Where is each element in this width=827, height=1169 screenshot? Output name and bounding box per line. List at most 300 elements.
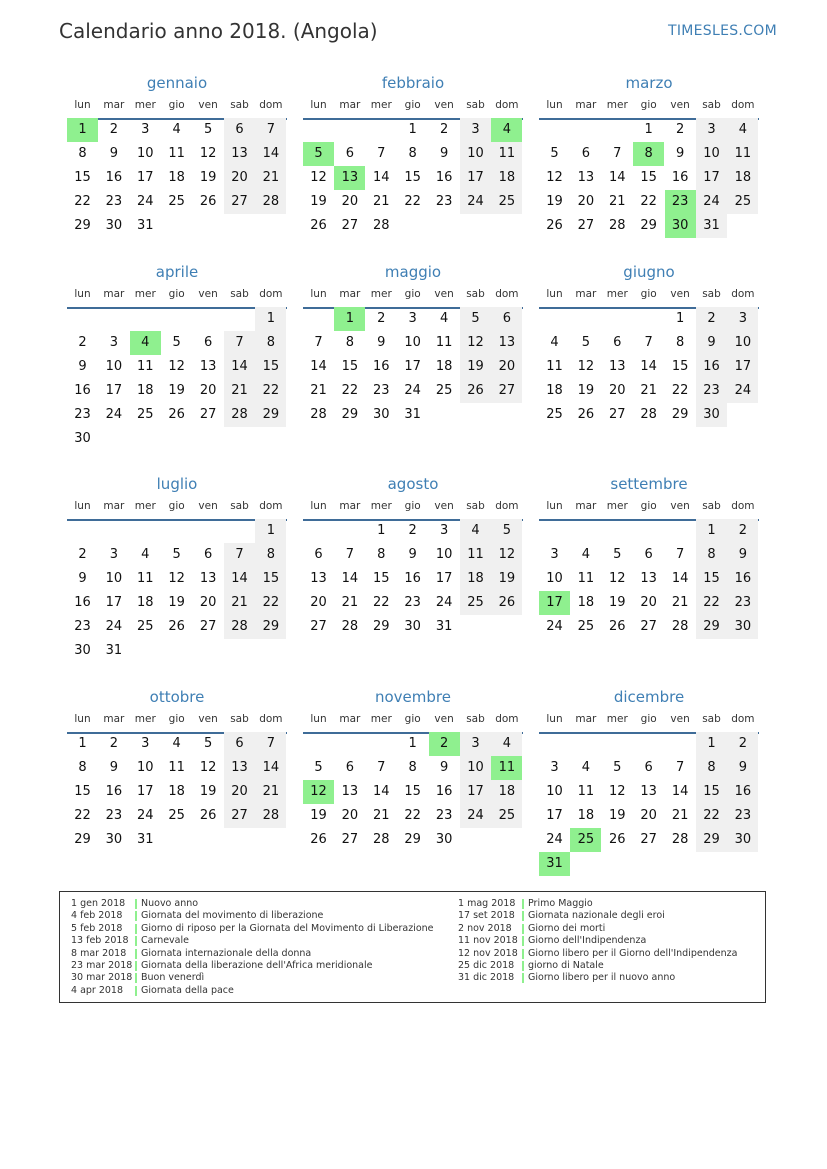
day-cell[interactable]: 8	[78, 760, 87, 775]
day-cell[interactable]: 29	[671, 407, 689, 422]
day-cell[interactable]: 9	[109, 146, 119, 161]
day-cell[interactable]: 16	[74, 595, 91, 610]
holiday-day-cell[interactable]: 1	[67, 118, 98, 142]
day-cell[interactable]: 18	[491, 780, 522, 804]
day-cell[interactable]: 9	[439, 760, 449, 775]
day-cell[interactable]: 4	[581, 547, 591, 562]
day-cell[interactable]: 3	[550, 547, 559, 562]
day-cell[interactable]: 10	[137, 146, 154, 161]
day-cell[interactable]: 22	[404, 194, 421, 209]
day-cell[interactable]: 12	[199, 760, 217, 775]
holiday-day-cell[interactable]: 12	[303, 780, 334, 804]
day-cell[interactable]: 7	[675, 547, 685, 562]
day-cell[interactable]: 21	[255, 166, 286, 190]
day-cell[interactable]: 15	[74, 784, 91, 799]
day-cell[interactable]: 30	[727, 828, 758, 852]
day-cell[interactable]: 31	[435, 619, 453, 634]
day-cell[interactable]: 25	[168, 808, 185, 823]
day-cell[interactable]: 28	[224, 403, 255, 427]
day-cell[interactable]: 17	[404, 359, 421, 374]
day-cell[interactable]: 10	[105, 571, 123, 586]
day-cell[interactable]: 19	[199, 784, 217, 799]
day-cell[interactable]: 25	[491, 190, 522, 214]
day-cell[interactable]: 23	[74, 407, 91, 422]
day-cell[interactable]: 19	[168, 595, 185, 610]
day-cell[interactable]: 13	[577, 170, 595, 185]
day-cell[interactable]: 16	[373, 359, 390, 374]
day-cell[interactable]: 8	[675, 335, 685, 350]
day-cell[interactable]: 2	[727, 732, 758, 756]
day-cell[interactable]: 15	[696, 567, 727, 591]
day-cell[interactable]: 17	[546, 808, 563, 823]
day-cell[interactable]: 22	[74, 808, 91, 823]
day-cell[interactable]: 25	[460, 591, 491, 615]
day-cell[interactable]: 16	[105, 784, 123, 799]
day-cell[interactable]: 19	[491, 567, 522, 591]
day-cell[interactable]: 14	[255, 756, 286, 780]
day-cell[interactable]: 4	[172, 122, 181, 137]
day-cell[interactable]: 5	[491, 519, 522, 543]
day-cell[interactable]: 11	[546, 359, 563, 374]
day-cell[interactable]: 20	[609, 383, 626, 398]
day-cell[interactable]: 2	[408, 523, 417, 538]
holiday-day-cell[interactable]: 31	[539, 852, 570, 876]
day-cell[interactable]: 27	[341, 832, 359, 847]
day-cell[interactable]: 4	[439, 311, 449, 326]
day-cell[interactable]: 3	[727, 307, 758, 331]
day-cell[interactable]: 28	[341, 619, 359, 634]
day-cell[interactable]: 12	[310, 170, 327, 185]
day-cell[interactable]: 31	[404, 407, 421, 422]
day-cell[interactable]: 17	[696, 166, 727, 190]
day-cell[interactable]: 24	[546, 832, 563, 847]
day-cell[interactable]: 25	[546, 407, 563, 422]
day-cell[interactable]: 28	[609, 218, 626, 233]
holiday-day-cell[interactable]: 2	[429, 732, 460, 756]
day-cell[interactable]: 3	[550, 760, 559, 775]
day-cell[interactable]: 6	[581, 146, 591, 161]
day-cell[interactable]: 26	[310, 218, 327, 233]
day-cell[interactable]: 4	[550, 335, 559, 350]
day-cell[interactable]: 30	[74, 431, 91, 446]
day-cell[interactable]: 10	[546, 784, 563, 799]
day-cell[interactable]: 29	[341, 407, 359, 422]
day-cell[interactable]: 5	[581, 335, 591, 350]
day-cell[interactable]: 16	[404, 571, 421, 586]
day-cell[interactable]: 17	[460, 166, 491, 190]
day-cell[interactable]: 10	[460, 142, 491, 166]
day-cell[interactable]: 27	[491, 379, 522, 403]
day-cell[interactable]: 25	[727, 190, 758, 214]
day-cell[interactable]: 10	[727, 331, 758, 355]
day-cell[interactable]: 18	[137, 383, 154, 398]
day-cell[interactable]: 16	[435, 784, 453, 799]
day-cell[interactable]: 5	[613, 760, 622, 775]
day-cell[interactable]: 6	[345, 146, 355, 161]
day-cell[interactable]: 21	[310, 383, 327, 398]
day-cell[interactable]: 6	[491, 307, 522, 331]
day-cell[interactable]: 14	[671, 571, 689, 586]
day-cell[interactable]: 21	[640, 383, 657, 398]
day-cell[interactable]: 13	[224, 756, 255, 780]
day-cell[interactable]: 6	[613, 335, 622, 350]
day-cell[interactable]: 3	[141, 122, 150, 137]
day-cell[interactable]: 26	[460, 379, 491, 403]
day-cell[interactable]: 1	[675, 311, 685, 326]
holiday-day-cell[interactable]: 1	[334, 307, 365, 331]
day-cell[interactable]: 28	[373, 218, 390, 233]
day-cell[interactable]: 23	[435, 194, 453, 209]
day-cell[interactable]: 6	[644, 547, 653, 562]
day-cell[interactable]: 16	[435, 170, 453, 185]
day-cell[interactable]: 30	[435, 832, 453, 847]
day-cell[interactable]: 22	[255, 379, 286, 403]
day-cell[interactable]: 13	[224, 142, 255, 166]
day-cell[interactable]: 18	[577, 808, 595, 823]
day-cell[interactable]: 7	[377, 146, 386, 161]
day-cell[interactable]: 10	[105, 359, 123, 374]
day-cell[interactable]: 23	[696, 379, 727, 403]
day-cell[interactable]: 19	[310, 808, 327, 823]
day-cell[interactable]: 19	[609, 808, 626, 823]
day-cell[interactable]: 26	[199, 194, 217, 209]
day-cell[interactable]: 27	[310, 619, 327, 634]
day-cell[interactable]: 13	[491, 331, 522, 355]
day-cell[interactable]: 20	[310, 595, 327, 610]
day-cell[interactable]: 24	[137, 808, 154, 823]
day-cell[interactable]: 12	[577, 359, 595, 374]
day-cell[interactable]: 8	[78, 146, 87, 161]
day-cell[interactable]: 27	[640, 832, 657, 847]
day-cell[interactable]: 27	[224, 190, 255, 214]
brand-link[interactable]: TIMESLES.COM	[668, 23, 777, 39]
day-cell[interactable]: 30	[727, 615, 758, 639]
day-cell[interactable]: 16	[671, 170, 689, 185]
day-cell[interactable]: 26	[168, 407, 185, 422]
day-cell[interactable]: 2	[696, 307, 727, 331]
day-cell[interactable]: 29	[404, 832, 421, 847]
day-cell[interactable]: 7	[345, 547, 355, 562]
day-cell[interactable]: 20	[224, 166, 255, 190]
day-cell[interactable]: 18	[137, 595, 154, 610]
day-cell[interactable]: 11	[168, 760, 185, 775]
day-cell[interactable]: 9	[78, 359, 87, 374]
day-cell[interactable]: 9	[439, 146, 449, 161]
day-cell[interactable]: 30	[74, 643, 91, 658]
day-cell[interactable]: 15	[255, 567, 286, 591]
day-cell[interactable]: 4	[141, 547, 150, 562]
day-cell[interactable]: 15	[404, 170, 421, 185]
holiday-day-cell[interactable]: 30	[665, 214, 696, 238]
day-cell[interactable]: 20	[341, 808, 359, 823]
day-cell[interactable]: 6	[224, 118, 255, 142]
day-cell[interactable]: 28	[671, 619, 689, 634]
day-cell[interactable]: 22	[74, 194, 91, 209]
day-cell[interactable]: 31	[137, 832, 154, 847]
day-cell[interactable]: 4	[491, 732, 522, 756]
day-cell[interactable]: 25	[137, 407, 154, 422]
day-cell[interactable]: 5	[203, 736, 213, 751]
day-cell[interactable]: 29	[255, 403, 286, 427]
day-cell[interactable]: 17	[727, 355, 758, 379]
day-cell[interactable]: 1	[255, 519, 286, 543]
day-cell[interactable]: 5	[314, 760, 323, 775]
day-cell[interactable]: 1	[78, 736, 87, 751]
day-cell[interactable]: 22	[671, 383, 689, 398]
day-cell[interactable]: 16	[696, 355, 727, 379]
day-cell[interactable]: 14	[640, 359, 657, 374]
day-cell[interactable]: 28	[671, 832, 689, 847]
day-cell[interactable]: 24	[105, 619, 123, 634]
day-cell[interactable]: 21	[671, 595, 689, 610]
day-cell[interactable]: 20	[224, 780, 255, 804]
day-cell[interactable]: 3	[439, 523, 449, 538]
day-cell[interactable]: 23	[727, 804, 758, 828]
holiday-day-cell[interactable]: 23	[665, 190, 696, 214]
day-cell[interactable]: 16	[74, 383, 91, 398]
day-cell[interactable]: 17	[435, 571, 453, 586]
day-cell[interactable]: 14	[310, 359, 327, 374]
day-cell[interactable]: 6	[224, 732, 255, 756]
day-cell[interactable]: 2	[439, 122, 449, 137]
day-cell[interactable]: 2	[109, 122, 119, 137]
day-cell[interactable]: 11	[137, 571, 154, 586]
day-cell[interactable]: 22	[696, 804, 727, 828]
day-cell[interactable]: 21	[609, 194, 626, 209]
day-cell[interactable]: 5	[172, 335, 181, 350]
day-cell[interactable]: 21	[373, 194, 390, 209]
day-cell[interactable]: 11	[577, 571, 595, 586]
day-cell[interactable]: 6	[203, 547, 213, 562]
day-cell[interactable]: 3	[460, 732, 491, 756]
day-cell[interactable]: 20	[341, 194, 359, 209]
day-cell[interactable]: 1	[696, 519, 727, 543]
day-cell[interactable]: 21	[255, 780, 286, 804]
day-cell[interactable]: 4	[581, 760, 591, 775]
day-cell[interactable]: 8	[696, 756, 727, 780]
day-cell[interactable]: 7	[314, 335, 323, 350]
day-cell[interactable]: 30	[105, 832, 123, 847]
day-cell[interactable]: 18	[546, 383, 563, 398]
day-cell[interactable]: 29	[74, 218, 91, 233]
day-cell[interactable]: 21	[671, 808, 689, 823]
day-cell[interactable]: 14	[255, 142, 286, 166]
day-cell[interactable]: 27	[341, 218, 359, 233]
day-cell[interactable]: 28	[255, 804, 286, 828]
day-cell[interactable]: 4	[460, 519, 491, 543]
day-cell[interactable]: 14	[224, 567, 255, 591]
day-cell[interactable]: 2	[377, 311, 386, 326]
day-cell[interactable]: 18	[491, 166, 522, 190]
day-cell[interactable]: 9	[727, 543, 758, 567]
day-cell[interactable]: 19	[310, 194, 327, 209]
day-cell[interactable]: 27	[577, 218, 595, 233]
day-cell[interactable]: 15	[671, 359, 689, 374]
day-cell[interactable]: 31	[105, 643, 123, 658]
day-cell[interactable]: 12	[491, 543, 522, 567]
day-cell[interactable]: 13	[341, 784, 359, 799]
day-cell[interactable]: 11	[168, 146, 185, 161]
day-cell[interactable]: 29	[696, 615, 727, 639]
day-cell[interactable]: 17	[460, 780, 491, 804]
day-cell[interactable]: 17	[137, 170, 154, 185]
day-cell[interactable]: 9	[109, 760, 119, 775]
day-cell[interactable]: 9	[78, 571, 87, 586]
day-cell[interactable]: 4	[172, 736, 181, 751]
day-cell[interactable]: 24	[105, 407, 123, 422]
day-cell[interactable]: 18	[168, 784, 185, 799]
day-cell[interactable]: 6	[345, 760, 355, 775]
day-cell[interactable]: 24	[546, 619, 563, 634]
day-cell[interactable]: 19	[577, 383, 595, 398]
day-cell[interactable]: 29	[255, 615, 286, 639]
day-cell[interactable]: 18	[577, 595, 595, 610]
day-cell[interactable]: 8	[377, 547, 386, 562]
day-cell[interactable]: 26	[199, 808, 217, 823]
day-cell[interactable]: 5	[172, 547, 181, 562]
day-cell[interactable]: 1	[696, 732, 727, 756]
day-cell[interactable]: 22	[696, 591, 727, 615]
day-cell[interactable]: 26	[310, 832, 327, 847]
day-cell[interactable]: 7	[644, 335, 653, 350]
day-cell[interactable]: 9	[727, 756, 758, 780]
day-cell[interactable]: 3	[109, 335, 119, 350]
day-cell[interactable]: 9	[675, 146, 685, 161]
day-cell[interactable]: 18	[435, 359, 453, 374]
day-cell[interactable]: 8	[408, 760, 417, 775]
day-cell[interactable]: 6	[203, 335, 213, 350]
day-cell[interactable]: 7	[224, 543, 255, 567]
holiday-day-cell[interactable]: 17	[539, 591, 570, 615]
day-cell[interactable]: 8	[345, 335, 355, 350]
day-cell[interactable]: 28	[310, 407, 327, 422]
day-cell[interactable]: 13	[640, 784, 657, 799]
day-cell[interactable]: 17	[105, 383, 123, 398]
day-cell[interactable]: 26	[546, 218, 563, 233]
day-cell[interactable]: 3	[408, 311, 417, 326]
day-cell[interactable]: 16	[727, 567, 758, 591]
day-cell[interactable]: 12	[460, 331, 491, 355]
day-cell[interactable]: 8	[408, 146, 417, 161]
day-cell[interactable]: 19	[546, 194, 563, 209]
day-cell[interactable]: 28	[255, 190, 286, 214]
day-cell[interactable]: 2	[675, 122, 685, 137]
day-cell[interactable]: 3	[696, 118, 727, 142]
day-cell[interactable]: 7	[255, 732, 286, 756]
day-cell[interactable]: 10	[460, 756, 491, 780]
day-cell[interactable]: 12	[199, 146, 217, 161]
day-cell[interactable]: 28	[224, 615, 255, 639]
day-cell[interactable]: 23	[105, 808, 123, 823]
day-cell[interactable]: 23	[105, 194, 123, 209]
day-cell[interactable]: 15	[373, 571, 390, 586]
day-cell[interactable]: 13	[640, 571, 657, 586]
day-cell[interactable]: 22	[640, 194, 657, 209]
day-cell[interactable]: 9	[408, 547, 417, 562]
day-cell[interactable]: 5	[550, 146, 559, 161]
day-cell[interactable]: 2	[78, 335, 87, 350]
day-cell[interactable]: 19	[168, 383, 185, 398]
day-cell[interactable]: 29	[74, 832, 91, 847]
day-cell[interactable]: 30	[696, 403, 727, 427]
day-cell[interactable]: 2	[78, 547, 87, 562]
day-cell[interactable]: 24	[137, 194, 154, 209]
day-cell[interactable]: 1	[408, 736, 417, 751]
day-cell[interactable]: 13	[199, 359, 217, 374]
day-cell[interactable]: 23	[404, 595, 421, 610]
day-cell[interactable]: 8	[696, 543, 727, 567]
day-cell[interactable]: 15	[74, 170, 91, 185]
day-cell[interactable]: 9	[377, 335, 386, 350]
day-cell[interactable]: 27	[224, 804, 255, 828]
day-cell[interactable]: 12	[609, 571, 626, 586]
day-cell[interactable]: 17	[137, 784, 154, 799]
holiday-day-cell[interactable]: 8	[633, 142, 664, 166]
day-cell[interactable]: 30	[373, 407, 390, 422]
day-cell[interactable]: 22	[373, 595, 390, 610]
day-cell[interactable]: 23	[74, 619, 91, 634]
day-cell[interactable]: 8	[255, 543, 286, 567]
day-cell[interactable]: 29	[696, 828, 727, 852]
day-cell[interactable]: 2	[109, 736, 119, 751]
day-cell[interactable]: 7	[255, 118, 286, 142]
day-cell[interactable]: 18	[460, 567, 491, 591]
day-cell[interactable]: 11	[577, 784, 595, 799]
day-cell[interactable]: 15	[255, 355, 286, 379]
day-cell[interactable]: 3	[141, 736, 150, 751]
day-cell[interactable]: 18	[727, 166, 758, 190]
day-cell[interactable]: 23	[727, 591, 758, 615]
day-cell[interactable]: 28	[640, 407, 657, 422]
day-cell[interactable]: 22	[341, 383, 359, 398]
holiday-day-cell[interactable]: 4	[491, 118, 522, 142]
day-cell[interactable]: 26	[577, 407, 595, 422]
day-cell[interactable]: 25	[435, 383, 453, 398]
day-cell[interactable]: 14	[341, 571, 359, 586]
day-cell[interactable]: 15	[341, 359, 359, 374]
day-cell[interactable]: 19	[199, 170, 217, 185]
day-cell[interactable]: 7	[613, 146, 622, 161]
day-cell[interactable]: 24	[435, 595, 453, 610]
day-cell[interactable]: 12	[546, 170, 563, 185]
day-cell[interactable]: 26	[168, 619, 185, 634]
holiday-day-cell[interactable]: 11	[491, 756, 522, 780]
day-cell[interactable]: 24	[727, 379, 758, 403]
day-cell[interactable]: 2	[727, 519, 758, 543]
holiday-day-cell[interactable]: 25	[570, 828, 601, 852]
day-cell[interactable]: 23	[373, 383, 390, 398]
day-cell[interactable]: 28	[373, 832, 390, 847]
day-cell[interactable]: 3	[460, 118, 491, 142]
day-cell[interactable]: 22	[404, 808, 421, 823]
day-cell[interactable]: 30	[404, 619, 421, 634]
day-cell[interactable]: 27	[609, 407, 626, 422]
day-cell[interactable]: 1	[408, 122, 417, 137]
day-cell[interactable]: 6	[314, 547, 323, 562]
day-cell[interactable]: 7	[377, 760, 386, 775]
day-cell[interactable]: 18	[168, 170, 185, 185]
day-cell[interactable]: 29	[640, 218, 657, 233]
day-cell[interactable]: 26	[609, 619, 626, 634]
day-cell[interactable]: 27	[640, 619, 657, 634]
day-cell[interactable]: 11	[460, 543, 491, 567]
day-cell[interactable]: 10	[546, 571, 563, 586]
day-cell[interactable]: 24	[460, 804, 491, 828]
day-cell[interactable]: 5	[203, 122, 213, 137]
day-cell[interactable]: 15	[404, 784, 421, 799]
day-cell[interactable]: 20	[577, 194, 595, 209]
day-cell[interactable]: 30	[105, 218, 123, 233]
